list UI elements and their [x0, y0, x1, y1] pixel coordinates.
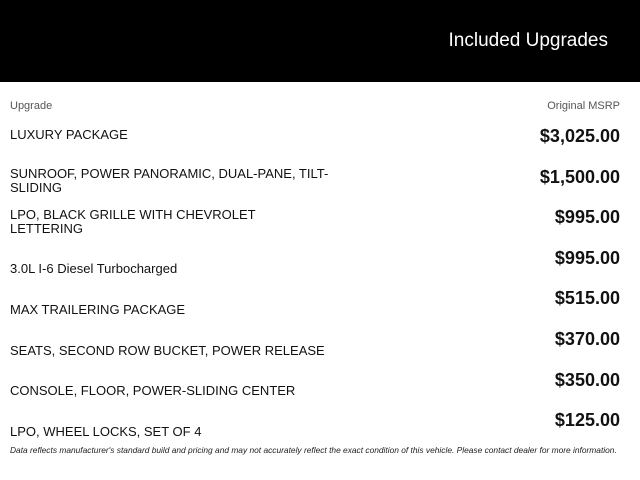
table-row	[0, 368, 640, 409]
upgrade-price: $995.00	[554, 207, 620, 228]
column-header-upgrade: Upgrade	[10, 100, 53, 112]
upgrade-price: $125.00	[554, 410, 620, 431]
column-header-msrp: Original MSRP	[547, 100, 620, 112]
table-row	[0, 408, 640, 449]
upgrade-list	[0, 124, 640, 449]
upgrade-name: MAX TRAILERING PACKAGE	[10, 301, 186, 317]
upgrade-price: $3,025.00	[539, 126, 620, 146]
table-row	[0, 124, 640, 165]
upgrade-name: CONSOLE, FLOOR, POWER-SLIDING CENTER	[10, 383, 296, 399]
upgrade-name: SEATS, SECOND ROW BUCKET, POWER RELEASE	[10, 342, 325, 358]
upgrade-price: $995.00	[554, 247, 620, 268]
table-row	[0, 165, 640, 206]
upgrade-name: SUNROOF, POWER PANORAMIC, DUAL-PANE, TILT-SLIDING	[10, 166, 329, 196]
upgrade-price: $515.00	[554, 288, 620, 309]
table-row	[0, 286, 640, 327]
table-row	[0, 327, 640, 368]
upgrade-price: $1,500.00	[539, 166, 620, 187]
table-row	[0, 205, 640, 246]
upgrade-name: 3.0L I-6 Diesel Turbocharged	[10, 261, 178, 277]
upgrade-name: LPO, BLACK GRILLE WITH CHEVROLET LETTERING	[10, 206, 256, 236]
upgrade-name: LUXURY PACKAGE	[10, 127, 128, 142]
page-title: Included Upgrades	[448, 30, 608, 51]
upgrade-name: LPO, WHEEL LOCKS, SET OF 4	[10, 423, 202, 439]
disclaimer-text: Data reflects manufacturer's standard build and pricing and may not accurately reflect the exact condition of this vehicle. Please contact dealer for more information.	[10, 445, 617, 455]
upgrade-price: $370.00	[554, 328, 620, 349]
header-bar	[0, 0, 640, 82]
table-row	[0, 246, 640, 287]
upgrade-price: $350.00	[554, 369, 620, 390]
